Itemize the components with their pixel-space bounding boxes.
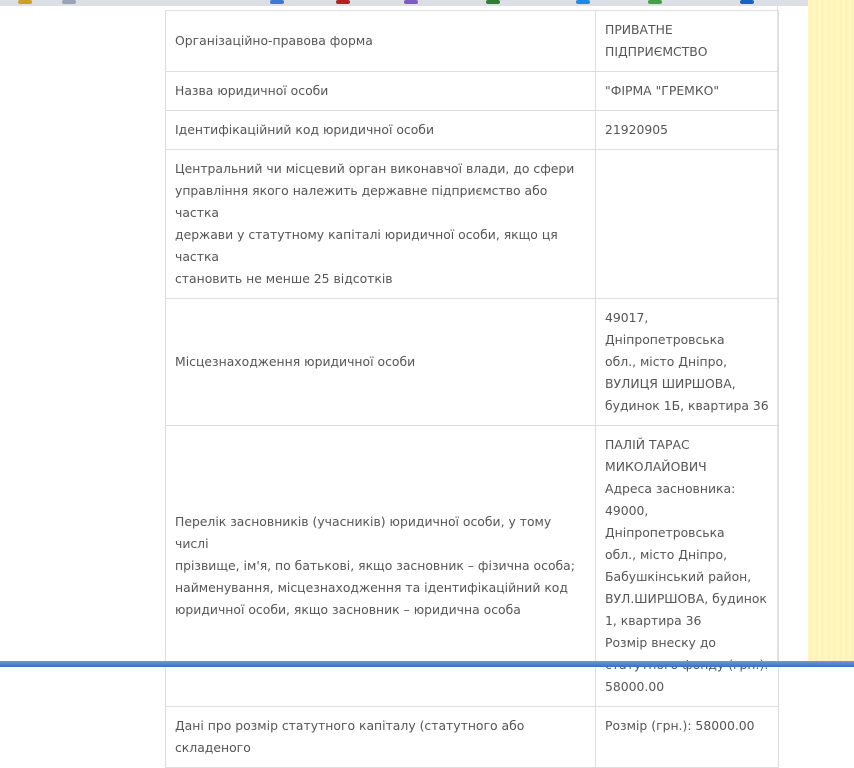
bookmark-icon[interactable] [404, 0, 418, 4]
field-value-line: 49017, Дніпропетровська [605, 310, 725, 347]
bookmark-icon[interactable] [18, 0, 32, 4]
bookmark-icon[interactable] [486, 0, 500, 4]
field-value-line: 21920905 [605, 122, 669, 137]
table-row [166, 11, 779, 72]
field-value [596, 150, 779, 299]
field-value-line: Адреса засновника: [605, 481, 736, 496]
field-value-line: Розмір (грн.): 58000.00 [605, 718, 755, 733]
field-label [166, 11, 596, 72]
table-row [166, 299, 779, 426]
table-row [166, 72, 779, 111]
field-value-line: Розмір внеску до [605, 635, 716, 650]
field-label-line: юридичної особи, якщо засновник – юридична особа [175, 602, 521, 617]
field-value [596, 11, 779, 72]
bookmark-icon[interactable] [740, 0, 754, 4]
bookmark-icon[interactable] [576, 0, 590, 4]
field-value-line: обл., місто Дніпро, [605, 354, 728, 369]
field-value-line: будинок 1Б, квартира 36 [605, 398, 769, 413]
bookmark-icon[interactable] [336, 0, 350, 4]
field-value-line: 1, квартира 36 [605, 613, 702, 628]
field-label-line: становить не менше 25 відсотків [175, 271, 393, 286]
bookmark-icon[interactable] [62, 0, 76, 4]
field-label-line: прізвище, ім'я, по батькові, якщо засновник – фізична особа; [175, 558, 575, 573]
field-value-line: ПРИВАТНЕ [605, 22, 673, 37]
field-value [596, 111, 779, 150]
page-content [0, 6, 808, 755]
field-value-line: "ФІРМА "ГРЕМКО" [605, 83, 720, 98]
field-label [166, 299, 596, 426]
table-row [166, 150, 779, 299]
page-side-decoration [808, 0, 854, 667]
bookmark-icon[interactable] [648, 0, 662, 4]
taskbar [0, 661, 854, 667]
field-label [166, 111, 596, 150]
field-value-line: МИКОЛАЙОВИЧ [605, 459, 707, 474]
field-label-line: держави у статутному капіталі юридичної особи, якщо ця частка [175, 227, 558, 264]
field-label-line: найменування, місцезнаходження та ідентифікаційний код [175, 580, 568, 595]
field-label-line: Назва юридичної особи [175, 83, 329, 98]
field-value-line: ВУЛИЦЯ ШИРШОВА, [605, 376, 736, 391]
bookmark-icon[interactable] [270, 0, 284, 4]
field-label-line: управління якого належить державне підприємство або частка [175, 183, 548, 220]
field-value-line: ВУЛ.ШИРШОВА, будинок [605, 591, 767, 606]
field-label-line: Організаційно-правова форма [175, 33, 373, 48]
table-row [166, 707, 779, 768]
table-row [166, 111, 779, 150]
field-value-line: ПАЛІЙ ТАРАС [605, 437, 690, 452]
field-value [596, 707, 779, 768]
field-label-line: Центральний чи місцевий орган виконавчої влади, до сфери [175, 161, 575, 176]
field-label [166, 707, 596, 768]
field-value [596, 299, 779, 426]
field-value-line: 58000.00 [605, 679, 665, 694]
registry-table [165, 10, 779, 768]
field-value-line: обл., місто Дніпро, [605, 547, 728, 562]
field-label [166, 150, 596, 299]
field-label-line: Перелік засновників (учасників) юридичної особи, у тому числі [175, 514, 552, 551]
field-label-line: Дані про розмір статутного капіталу (статутного або складеного [175, 718, 525, 755]
field-value-line: 49000, Дніпропетровська [605, 503, 725, 540]
field-value [596, 72, 779, 111]
field-value-line: Бабушкінський район, [605, 569, 752, 584]
field-label-line: Ідентифікаційний код юридичної особи [175, 122, 434, 137]
field-value-line: ПІДПРИЄМСТВО [605, 44, 708, 59]
field-label-line: Місцезнаходження юридичної особи [175, 354, 416, 369]
field-label [166, 72, 596, 111]
